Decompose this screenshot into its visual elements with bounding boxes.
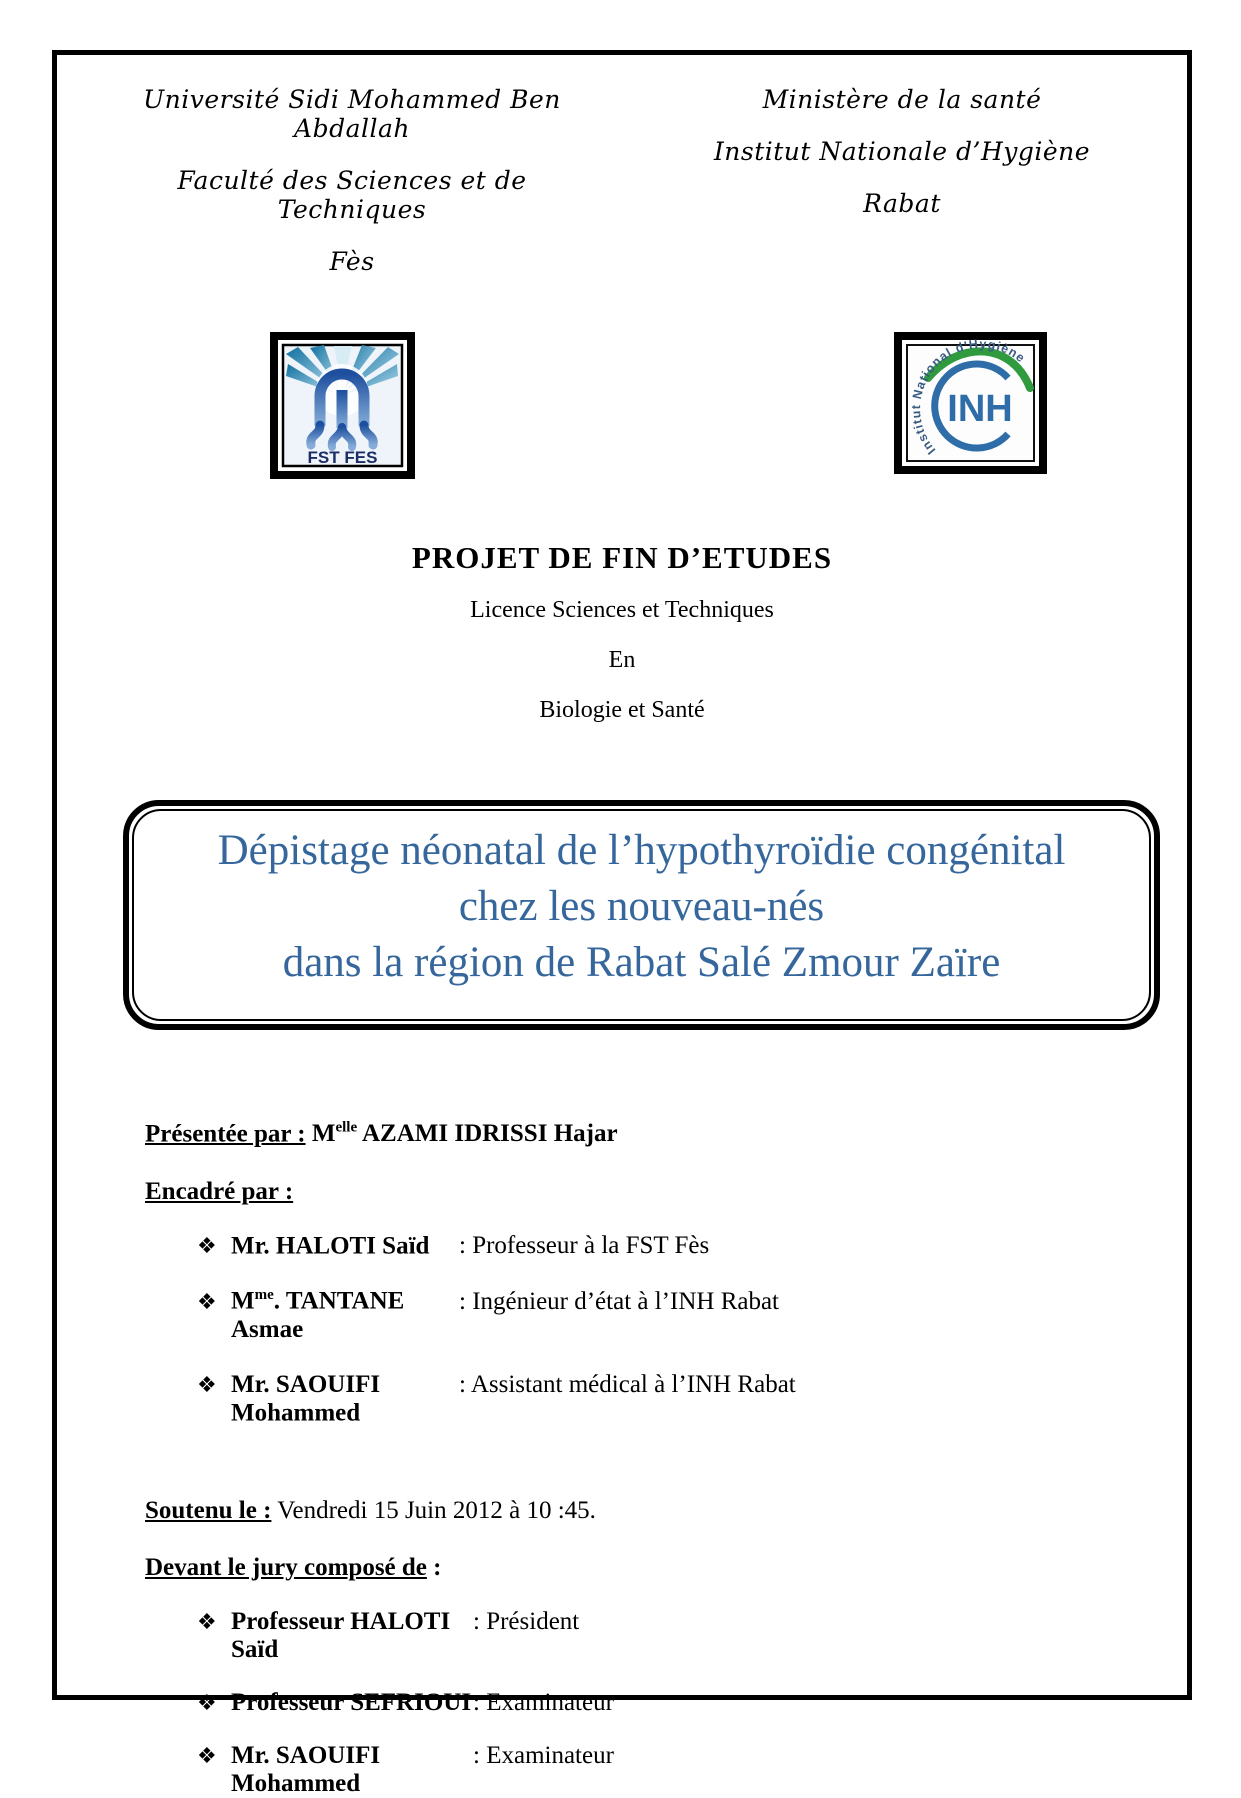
jury-member-role: : Examinateur <box>473 1688 614 1716</box>
supervisor-item <box>197 1232 1147 1260</box>
presented-by-label: Présentée par : <box>145 1120 306 1147</box>
institute-city: Rabat <box>863 189 941 218</box>
thesis-title <box>132 809 1151 1021</box>
ministry-block <box>662 85 1142 299</box>
inh-logo-icon <box>894 332 1047 474</box>
diamond-bullet-icon: ❖ <box>197 1233 217 1259</box>
university-name: Université Sidi Mohammed Ben Abdallah <box>143 85 561 143</box>
presented-by-line <box>145 1120 1147 1148</box>
thesis-title-line-1: Dépistage néonatal de l’hypothyroïdie congénital <box>217 827 1066 874</box>
supervised-by-line <box>145 1178 1147 1206</box>
inh-logo-label: INH <box>946 388 1013 430</box>
jury-heading-colon: : <box>426 1553 442 1581</box>
supervisor-name: $M^{me}$. TANTANE Asmae <box>231 1287 405 1343</box>
jury-heading-label: Devant le jury composé de <box>145 1553 427 1581</box>
thesis-title-box <box>123 800 1160 1030</box>
program-block <box>57 540 1187 724</box>
supervisor-name: Mr. HALOTI Saïd <box>231 1232 430 1260</box>
jury-member-name: Professeur HALOTI Saïd <box>231 1607 451 1663</box>
supervisor-item <box>197 1371 1147 1427</box>
fst-logo-cell <box>112 332 592 484</box>
supervisor-role: : Professeur à la FST Fès <box>459 1232 710 1260</box>
supervisors-list <box>145 1232 1147 1427</box>
jury-list <box>145 1608 1147 1798</box>
jury-member-item <box>197 1689 1147 1717</box>
details-area <box>57 1120 1187 1798</box>
jury-member-name: Professeur SEFRIOUI <box>231 1688 472 1716</box>
supervisor-item <box>197 1287 1147 1343</box>
logos-row <box>57 332 1187 484</box>
supervisor-role: : Ingénieur d’état à l’INH Rabat <box>459 1287 780 1315</box>
jury-heading-line <box>145 1554 1147 1582</box>
ministry-name: Ministère de la santé <box>762 85 1042 114</box>
candidate-name: $M^{elle}$ AZAMI IDRISSI Hajar <box>311 1119 618 1147</box>
institution-header <box>57 85 1187 299</box>
diamond-bullet-icon: ❖ <box>197 1742 217 1768</box>
supervised-by-label: Encadré par : <box>145 1178 294 1205</box>
page-border-frame <box>52 50 1192 1797</box>
faculty-name: Faculté des Sciences et de Techniques <box>177 166 527 224</box>
thesis-title-line-2: chez les nouveau-nés <box>458 882 825 930</box>
diamond-bullet-icon: ❖ <box>197 1288 217 1314</box>
institute-name: Institut Nationale d’Hygiène <box>713 137 1091 166</box>
defense-date-label: Soutenu le : <box>145 1496 272 1524</box>
defense-date-line <box>145 1497 1147 1525</box>
thesis-title-line-3: dans la région de Rabat Salé Zmour Zaïre <box>282 938 1001 986</box>
project-heading: PROJET DE FIN D’ETUDES <box>411 540 833 575</box>
inh-logo-cell <box>662 332 1142 484</box>
fst-fes-logo-icon <box>270 332 415 479</box>
supervisor-name: Mr. SAOUIFI Mohammed <box>231 1370 381 1426</box>
diamond-bullet-icon: ❖ <box>197 1689 217 1715</box>
inh-logo-arc-text: Institut National d'Hygiène <box>908 336 1028 458</box>
diamond-bullet-icon: ❖ <box>197 1608 217 1634</box>
supervisor-role: : Assistant médical à l’INH Rabat <box>459 1370 796 1398</box>
diamond-bullet-icon: ❖ <box>197 1371 217 1397</box>
jury-member-item <box>197 1608 1147 1664</box>
faculty-city: Fès <box>329 247 375 276</box>
jury-member-name: Mr. SAOUIFI Mohammed <box>231 1741 381 1797</box>
degree-line: Licence Sciences et Techniques <box>470 597 774 623</box>
jury-member-role: : Examinateur <box>473 1741 614 1769</box>
fst-logo-label: FST FES <box>307 448 377 467</box>
university-block <box>112 85 592 299</box>
degree-field: Biologie et Santé <box>539 697 705 723</box>
jury-member-role: : Président <box>473 1607 580 1635</box>
jury-member-item <box>197 1742 1147 1798</box>
degree-connector: En <box>608 647 636 673</box>
defense-date-value: Vendredi 15 Juin 2012 à 10 :45. <box>271 1496 596 1524</box>
